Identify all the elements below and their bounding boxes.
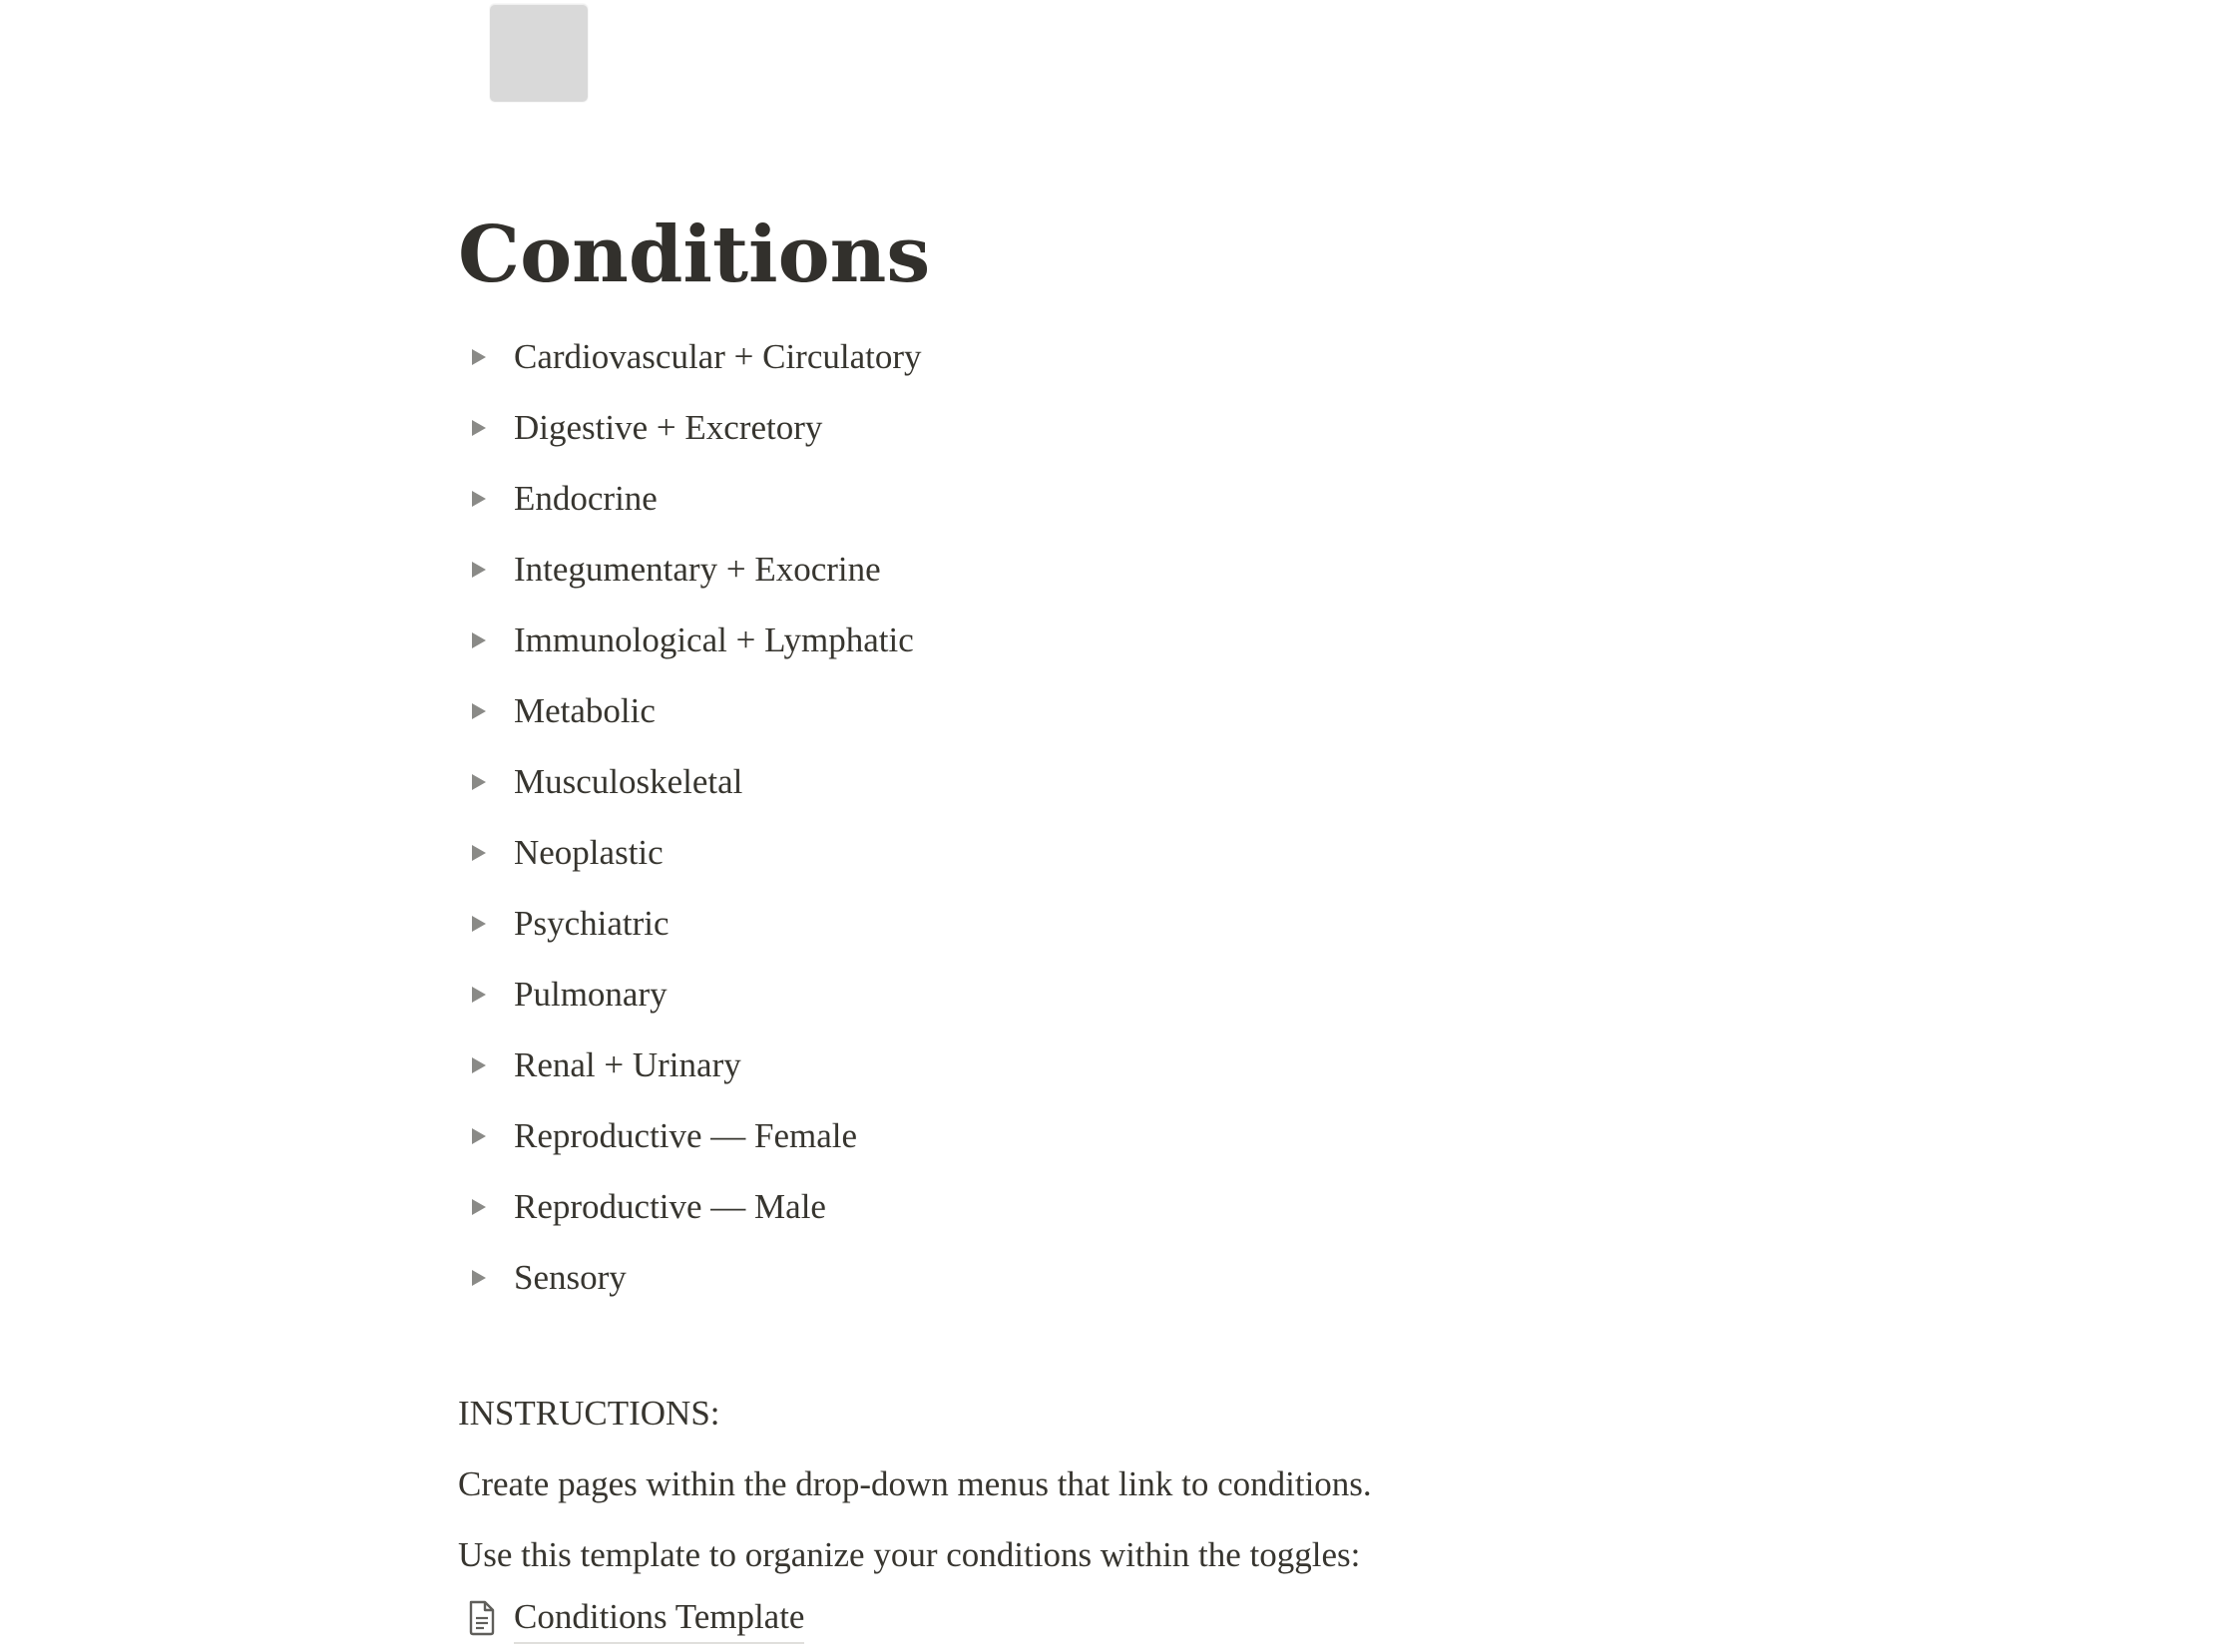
toggle-reproductive-male[interactable] bbox=[458, 1171, 1655, 1242]
toggle-label: Pulmonary bbox=[514, 975, 668, 1014]
toggle-label: Sensory bbox=[514, 1258, 627, 1297]
toggle-label: Reproductive — Female bbox=[514, 1116, 858, 1155]
toggle-arrow-icon[interactable] bbox=[458, 321, 514, 392]
document-icon bbox=[458, 1585, 514, 1651]
toggle-digestive-excretory[interactable] bbox=[458, 392, 1655, 463]
toggle-arrow-icon[interactable] bbox=[458, 1100, 514, 1171]
toggle-label: Neoplastic bbox=[514, 833, 664, 872]
toggle-label: Psychiatric bbox=[514, 904, 669, 943]
toggle-arrow-icon[interactable] bbox=[458, 1242, 514, 1313]
toggle-neoplastic[interactable] bbox=[458, 817, 1655, 888]
conditions-template-link-text[interactable]: Conditions Template bbox=[514, 1592, 804, 1644]
toggle-arrow-icon[interactable] bbox=[458, 746, 514, 817]
toggle-integumentary-exocrine[interactable] bbox=[458, 534, 1655, 605]
toggle-cardiovascular-circulatory[interactable] bbox=[458, 321, 1655, 392]
toggle-arrow-icon[interactable] bbox=[458, 959, 514, 1030]
page-icon-placeholder[interactable] bbox=[490, 4, 588, 102]
toggle-reproductive-female[interactable] bbox=[458, 1100, 1655, 1171]
toggle-arrow-icon[interactable] bbox=[458, 534, 514, 605]
toggle-arrow-icon[interactable] bbox=[458, 675, 514, 746]
toggle-label: Immunological + Lymphatic bbox=[514, 620, 914, 659]
toggle-metabolic[interactable] bbox=[458, 675, 1655, 746]
toggle-label: Renal + Urinary bbox=[514, 1045, 741, 1084]
instructions-text-1: Create pages within the drop-down menus that link to conditions. bbox=[458, 1464, 1372, 1503]
toggle-arrow-icon[interactable] bbox=[458, 817, 514, 888]
instructions-text-2: Use this template to organize your conditions within the toggles: bbox=[458, 1535, 1361, 1574]
toggle-musculoskeletal[interactable] bbox=[458, 746, 1655, 817]
toggle-arrow-icon[interactable] bbox=[458, 1171, 514, 1242]
toggle-label: Digestive + Excretory bbox=[514, 408, 823, 447]
toggle-arrow-icon[interactable] bbox=[458, 1030, 514, 1100]
toggle-label: Metabolic bbox=[514, 691, 656, 730]
toggle-arrow-icon[interactable] bbox=[458, 605, 514, 675]
toggle-list bbox=[458, 321, 1655, 1313]
toggle-sensory[interactable] bbox=[458, 1242, 1655, 1313]
toggle-renal-urinary[interactable] bbox=[458, 1030, 1655, 1100]
toggle-arrow-icon[interactable] bbox=[458, 463, 514, 534]
conditions-template-link[interactable] bbox=[458, 1585, 804, 1651]
toggle-psychiatric[interactable] bbox=[458, 888, 1655, 959]
toggle-arrow-icon[interactable] bbox=[458, 888, 514, 959]
toggle-label: Musculoskeletal bbox=[514, 762, 743, 801]
toggle-label: Endocrine bbox=[514, 479, 658, 518]
toggle-arrow-icon[interactable] bbox=[458, 392, 514, 463]
toggle-pulmonary[interactable] bbox=[458, 959, 1655, 1030]
toggle-endocrine[interactable] bbox=[458, 463, 1655, 534]
toggle-label: Reproductive — Male bbox=[514, 1187, 826, 1226]
page-title[interactable]: Conditions bbox=[458, 209, 931, 300]
toggle-label: Cardiovascular + Circulatory bbox=[514, 337, 922, 376]
instructions-heading: INSTRUCTIONS: bbox=[458, 1394, 720, 1433]
toggle-label: Integumentary + Exocrine bbox=[514, 550, 881, 589]
toggle-immunological-lymphatic[interactable] bbox=[458, 605, 1655, 675]
